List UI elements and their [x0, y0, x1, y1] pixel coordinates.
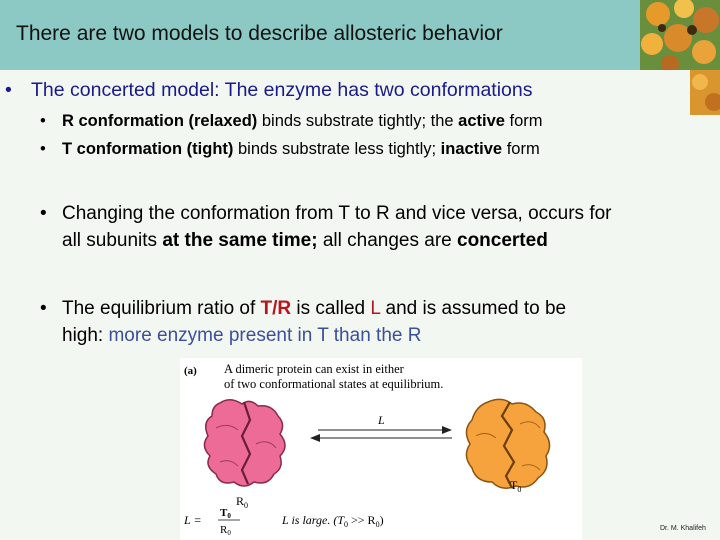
equilibrium-arrows — [310, 426, 452, 442]
r-conformation-end: form — [504, 112, 543, 130]
title-bar — [0, 0, 720, 70]
figure-caption-line1: A dimeric protein can exist in either — [224, 362, 404, 376]
bullet-t-conformation — [40, 140, 540, 159]
slide-title: There are two models to describe allosteric behavior — [16, 22, 503, 45]
bullet-marker: • — [40, 298, 47, 319]
same-time-term: at the same time; — [162, 230, 318, 251]
equation-lhs: L = — [184, 513, 202, 527]
changing-line2 — [40, 227, 710, 254]
bullet-marker: • — [40, 140, 46, 158]
author-credit: Dr. M. Khalifeh — [660, 525, 706, 532]
bullet-marker: • — [40, 203, 47, 224]
inactive-term: inactive — [440, 140, 503, 158]
equilibrium-text-3: and is assumed to be — [380, 298, 567, 319]
more-enzyme-text: more enzyme present in T than the R — [108, 325, 422, 346]
changing-text-2: all changes are — [317, 230, 457, 251]
figure-caption-line2: of two conformational states at equilibrium. — [224, 377, 444, 391]
bullet-marker: • — [5, 79, 12, 101]
bullet-changing-conformation — [40, 200, 710, 254]
L-term: L — [370, 298, 381, 319]
active-term: active — [458, 112, 505, 130]
changing-line1: Changing the conformation from T to R and vice versa, occurs for — [62, 203, 612, 224]
t-conformation-text: binds substrate less tightly; — [233, 140, 441, 158]
concerted-term: concerted — [457, 230, 548, 251]
bullet-marker: • — [40, 112, 46, 130]
equation-denominator: R0 — [220, 524, 231, 537]
r-state-dimer — [204, 400, 285, 486]
t-conformation-term: T conformation (tight) — [62, 140, 234, 158]
tr-ratio-term: T/R — [260, 298, 292, 319]
equilibrium-text-2: is called — [291, 298, 371, 319]
t-conformation-end: form — [502, 140, 540, 158]
equilibrium-high: high: — [62, 325, 109, 346]
t-state-dimer — [466, 399, 549, 488]
t0-label: $T_0$ — [510, 478, 522, 494]
bullet-r-conformation — [40, 112, 543, 131]
arrow-label-L: L — [378, 413, 385, 427]
bullet-equilibrium-ratio — [40, 295, 710, 349]
r0-label: $R_0$ — [236, 494, 249, 510]
changing-text: all subunits — [62, 230, 163, 251]
equilibrium-line2 — [40, 322, 710, 349]
decorative-molecule-image — [640, 0, 720, 70]
equation-note: L is large. $(T_0 >> R_0)$ — [282, 513, 384, 529]
dimeric-protein-figure — [180, 358, 582, 540]
equilibrium-text: The equilibrium ratio of — [62, 298, 261, 319]
r-conformation-text: binds substrate tightly; the — [257, 112, 459, 130]
bullet-text: The concerted model: The enzyme has two conformations — [31, 79, 533, 101]
r-conformation-term: R conformation (relaxed) — [62, 112, 258, 130]
decorative-corner-strip — [690, 70, 720, 115]
equation-numerator: T0 — [220, 507, 231, 520]
bullet-concerted-model — [5, 79, 532, 102]
figure-label-a: (a) — [184, 365, 197, 377]
